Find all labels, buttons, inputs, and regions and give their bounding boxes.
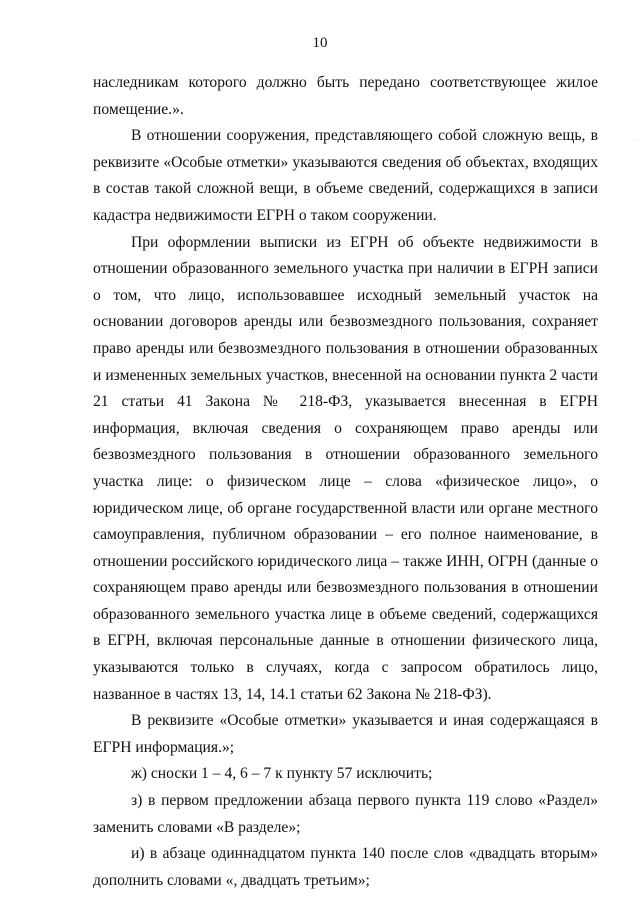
- scan-edge-marks: [634, 140, 638, 740]
- list-item: и) в абзаце одиннадцатом пункта 140 после слов «двадцать вторым» дополнить словами «, двадцать третьим»;: [93, 845, 598, 889]
- list-item: ж) сноски 1 – 4, 6 – 7 к пункту 57 исключить;: [131, 765, 433, 783]
- document-body: [93, 70, 598, 894]
- paragraph: наследникам которого должно быть передано соответствующее жилое помещение.».: [93, 74, 598, 118]
- list-item: з) в первом предложении абзаца первого пункта 119 слово «Раздел» заменить словами «В разделе»;: [93, 792, 598, 836]
- paragraph: При оформлении выписки из ЕГРН об объекте недвижимости в отношении образованного земельного участка при наличии в ЕГРН записи о том, что лицо, использовавшее исходный земельный участок на основании договоров аренды или безвозмездного пользования, сохраняет право аренды или безвозмездного пользования в отношении образованных и измененных земельных участков, внесенной на основании пункта 2 части 21 статьи 41 Закона № 218-ФЗ, указывается внесенная в ЕГРН информация, включая сведения о сохраняющем право аренды или безвозмездного пользования в отношении образованного земельного участка лице: о физическом лице – слова «физическое лицо», о юридическом лице, об органе государственной власти или органе местного самоуправления, публичном образовании – его полное наименование, в отношении российского юридического лица – также ИНН, ОГРН (данные о сохраняющем право аренды или безвозмездного пользования в отношении образованного земельного участка лице в объеме сведений, содержащихся в ЕГРН, включая персональные данные в отношении физического лица, указываются только в случаях, когда с запросом обратилось лицо, названное в частях 13, 14, 14.1 статьи 62 Закона № 218-ФЗ).: [93, 233, 598, 703]
- page-number: 10: [312, 35, 328, 51]
- paragraph: В реквизите «Особые отметки» указывается и иная содержащаяся в ЕГРН информация.»;: [93, 712, 598, 756]
- paragraph: В отношении сооружения, представляющего собой сложную вещь, в реквизите «Особые отметки» указываются сведения об объектах, входящих в состав такой сложной вещи, в объеме сведений, содержащихся в записи кадастра недвижимости ЕГРН о таком сооружении.: [93, 127, 598, 224]
